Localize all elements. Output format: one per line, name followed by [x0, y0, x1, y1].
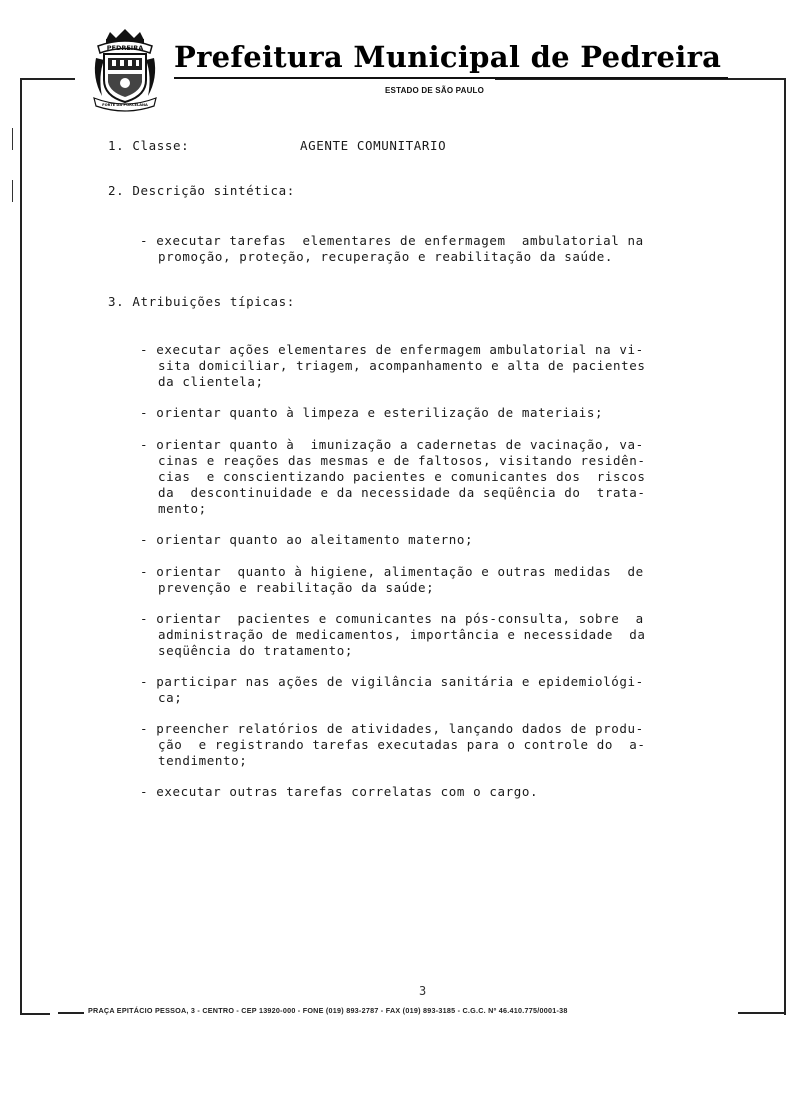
frame-line-left: [20, 78, 22, 1015]
frame-line-bottom-left: [20, 1013, 50, 1015]
section-1-value: AGENTE COMUNITARIO: [300, 138, 447, 153]
section-2-label: 2. Descrição sintética:: [108, 183, 295, 198]
page-number: 3: [419, 984, 427, 998]
margin-mark: [12, 128, 13, 150]
coat-of-arms-icon: [92, 26, 158, 112]
frame-line-right: [784, 78, 786, 1015]
frame-line-top-left: [20, 78, 75, 80]
frame-line-bottom-mid: [58, 1012, 84, 1014]
section-2-line: - executar tarefas elementares de enfermagem ambulatorial na: [140, 233, 644, 248]
list-item-line: - orientar quanto à limpeza e esterilização de materiais;: [140, 405, 604, 420]
crest-banner-top: PEDREIRA: [106, 44, 144, 52]
list-item-line: sita domiciliar, triagem, acompanhamento e alta de pacientes: [158, 358, 646, 373]
list-item-line: da clientela;: [158, 374, 264, 389]
frame-line-bottom-right: [738, 1012, 786, 1014]
list-item-line: ca;: [158, 690, 183, 705]
list-item-line: prevenção e reabilitação da saúde;: [158, 580, 435, 595]
list-item-line: mento;: [158, 501, 207, 516]
list-item-line: seqüência do tratamento;: [158, 643, 354, 658]
section-1-label: 1. Classe:: [108, 138, 190, 153]
list-item-line: tendimento;: [158, 753, 248, 768]
page-subtitle: ESTADO DE SÃO PAULO: [385, 86, 485, 95]
section-2-line: promoção, proteção, recuperação e reabilitação da saúde.: [158, 249, 614, 264]
title-underline: [174, 77, 728, 79]
list-item-line: - participar nas ações de vigilância sanitária e epidemiológi-: [140, 674, 644, 689]
list-item-line: administração de medicamentos, importância e necessidade da: [158, 627, 646, 642]
page-title: Prefeitura Municipal de Pedreira: [174, 40, 722, 74]
list-item-line: - orientar pacientes e comunicantes na pós-consulta, sobre a: [140, 611, 644, 626]
list-item-line: - orientar quanto ao aleitamento materno;: [140, 532, 474, 547]
list-item-line: - orientar quanto à imunização a cadernetas de vacinação, va-: [140, 437, 644, 452]
list-item-line: ção e registrando tarefas executadas para o controle do a-: [158, 737, 646, 752]
list-item-line: cias e conscientizando pacientes e comunicantes dos riscos: [158, 469, 646, 484]
list-item-line: - preencher relatórios de atividades, lançando dados de produ-: [140, 721, 644, 736]
list-item-line: - executar ações elementares de enfermagem ambulatorial na vi-: [140, 342, 644, 357]
list-item-line: - executar outras tarefas correlatas com o cargo.: [140, 784, 539, 799]
list-item-line: - orientar quanto à higiene, alimentação e outras medidas de: [140, 564, 644, 579]
section-3-label: 3. Atribuições típicas:: [108, 294, 295, 309]
list-item-line: cinas e reações das mesmas e de faltosos, visitando residên-: [158, 453, 646, 468]
crest-banner-bottom: FORTE DA PORCELANA: [102, 103, 148, 107]
margin-mark: [12, 180, 13, 202]
list-item-line: da descontinuidade e da necessidade da seqüência do trata-: [158, 485, 646, 500]
footer-address: PRAÇA EPITÁCIO PESSOA, 3 - CENTRO - CEP 13920-000 - FONE (019) 893-2787 - FAX (019) 893-3185 - C.G.C. Nº 46.410.775/0001-38: [88, 1006, 568, 1015]
